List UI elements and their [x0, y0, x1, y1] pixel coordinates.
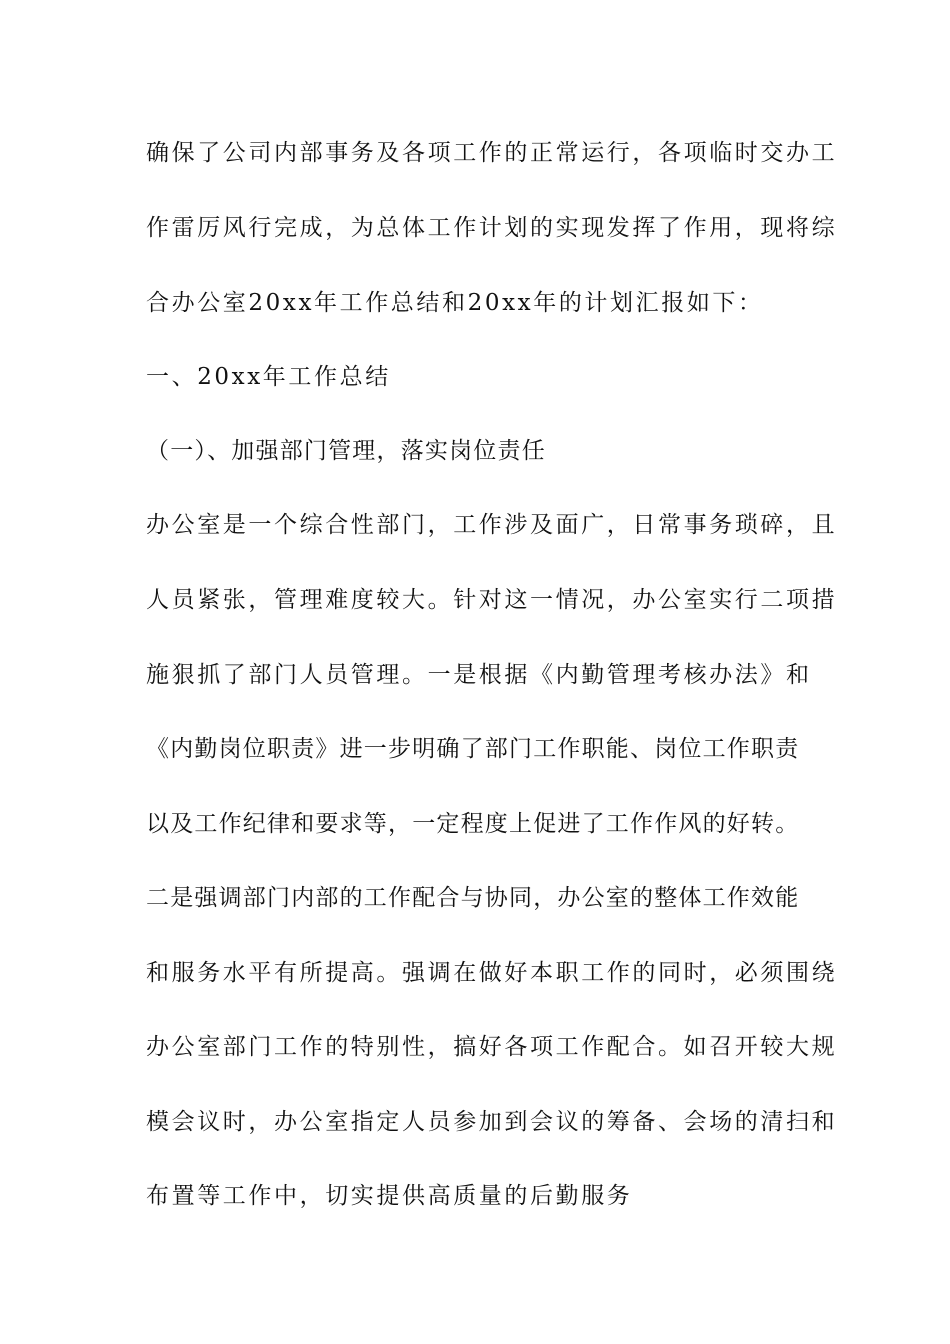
body-text-line: 办公室是一个综合性部门，工作涉及面广，日常事务琐碎，且 [146, 512, 838, 538]
body-text-line: 布置等工作中，切实提供高质量的后勤服务 [146, 1183, 633, 1209]
body-text-line: 模会议时，办公室指定人员参加到会议的筹备、会场的清扫和 [146, 1109, 838, 1135]
body-text-line: 作雷厉风行完成，为总体工作计划的实现发挥了作用，现将综 [146, 215, 838, 241]
body-text-line: 《内勤岗位职责》进一步明确了部门工作职能、岗位工作职责 [146, 736, 800, 762]
body-text-line: 和服务水平有所提高。强调在做好本职工作的同时，必须围绕 [146, 960, 838, 986]
body-text-line: 人员紧张，管理难度较大。针对这一情况，办公室实行二项措 [146, 587, 838, 613]
body-text-line: 确保了公司内部事务及各项工作的正常运行，各项临时交办工 [146, 140, 838, 166]
body-text-line: 合办公室20xx年工作总结和20xx年的计划汇报如下： [146, 290, 764, 316]
section-heading: 一、20xx年工作总结 [146, 364, 391, 390]
body-text-line: 以及工作纪律和要求等，一定程度上促进了工作作风的好转。 [146, 811, 800, 837]
body-text-line: 二是强调部门内部的工作配合与协同，办公室的整体工作效能 [146, 885, 800, 911]
body-text-line: 办公室部门工作的特别性，搞好各项工作配合。如召开较大规 [146, 1034, 838, 1060]
subsection-heading: （一）、加强部门管理，落实岗位责任 [146, 438, 546, 464]
body-text-line: 施狠抓了部门人员管理。一是根据《内勤管理考核办法》和 [146, 662, 812, 688]
